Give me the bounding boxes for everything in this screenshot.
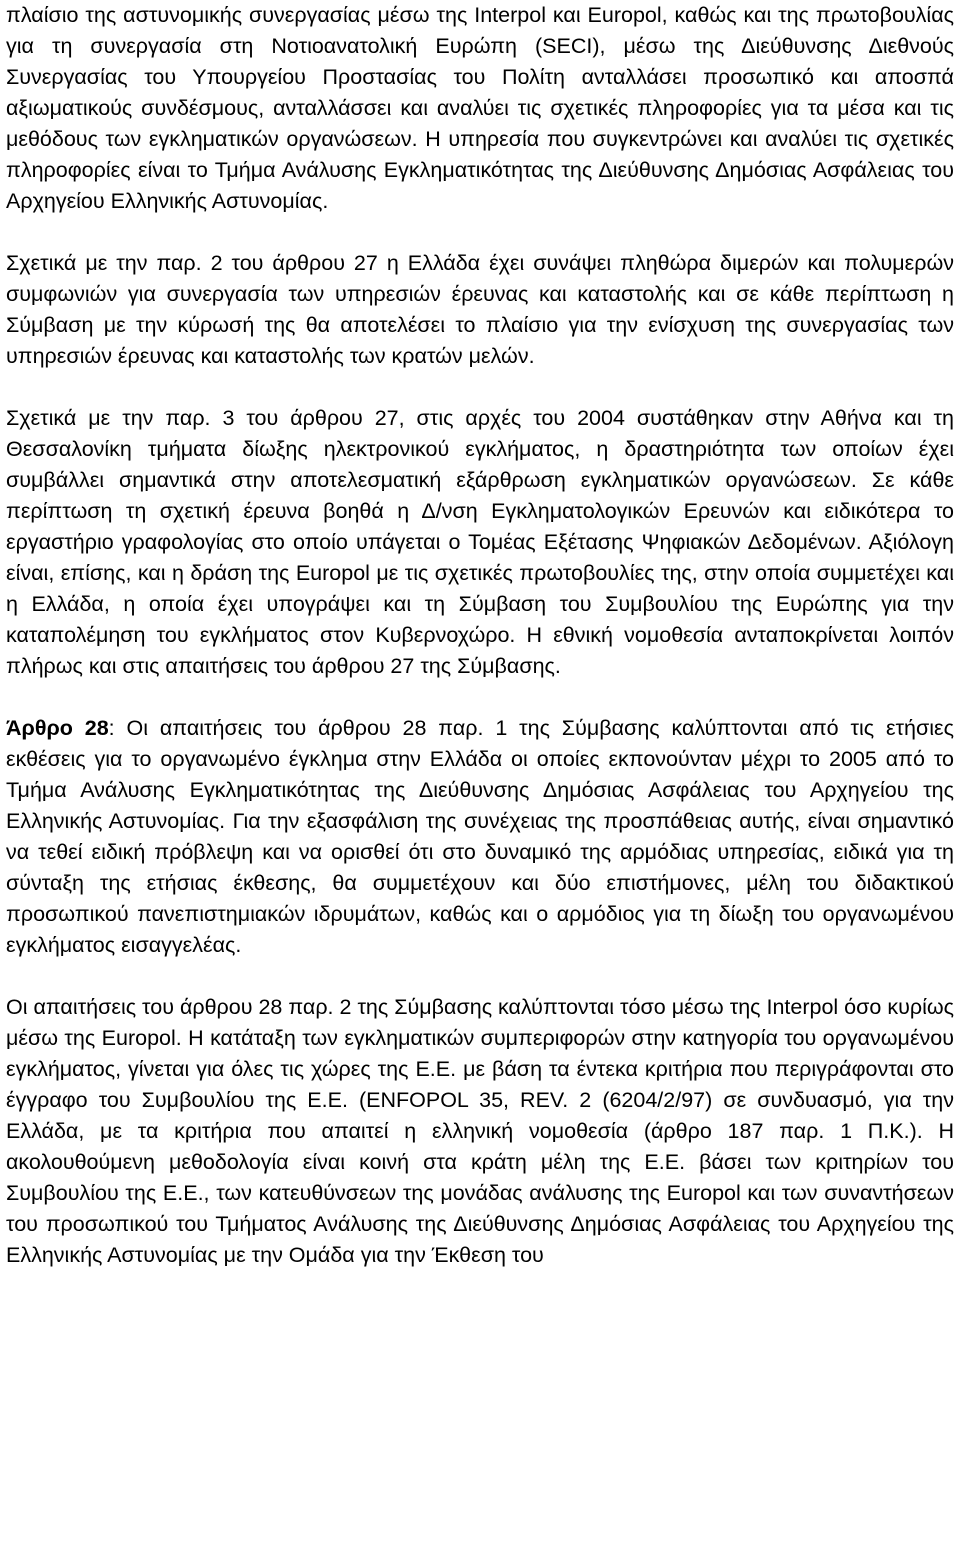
article-28-heading: Άρθρο 28 (6, 716, 109, 740)
article-28-body: : Οι απαιτήσεις του άρθρου 28 παρ. 1 της Σύμβασης καλύπτονται από τις ετήσιες εκθέσεις για το οργανωμένο έγκλημα στην Ελλάδα οι οποίες εκπονούνταν μέχρι το 2005 από το Τμήμα Ανάλυσης Εγκληματικότητας της Διεύθυνσης Δημόσιας Ασφάλειας του Αρχηγείου της Ελληνικής Αστυνομίας. Για την εξασφάλιση της συνέχειας της προσπάθειας αυτής, είναι σημαντικό να τεθεί ειδική πρόβλεψη και να ορισθεί ότι στο δυναμικό της αρμόδιας υπηρεσίας, ειδικά για τη σύνταξη της ετήσιας έκθεσης, θα συμμετέχουν και δύο επιστήμονες, μέλη του διδακτικού προσωπικού πανεπιστημιακών ιδρυμάτων, καθώς και ο αρμόδιος για τη δίωξη του οργανωμένου εγκλήματος εισαγγελέας. (6, 716, 954, 957)
paragraph-article-28-par-2: Οι απαιτήσεις του άρθρου 28 παρ. 2 της Σύμβασης καλύπτονται τόσο μέσω της Interpol όσο κυρίως μέσω της Europol. Η κατάταξη των εγκληματικών συμπεριφορών στην κατηγορία του οργανωμένου εγκλήματος, γίνεται για όλες τις χώρες της Ε.Ε. με βάση τα έντεκα κριτήρια που περιγράφονται στο έγγραφο του Συμβουλίου της Ε.Ε. (ENFOPOL 35, REV. 2 (6204/2/97) σε συνδυασμό, για την Ελλάδα, με τα κριτήρια που απαιτεί η ελληνική νομοθεσία (άρθρο 187 παρ. 1 Π.Κ.). Η ακολουθούμενη μεθοδολογία είναι κοινή στα κράτη μέλη της Ε.Ε. βάσει των κριτηρίων του Συμβουλίου της Ε.Ε., των κατευθύνσεων της μονάδας ανάλυσης της Europol και των συναντήσεων του προσωπικού του Τμήματος Ανάλυσης της Διεύθυνσης Δημόσιας Ασφάλειας του Αρχηγείου της Ελληνικής Αστυνομίας με την Ομάδα για την Έκθεση του (6, 995, 954, 1267)
paragraph-interpol-europol: πλαίσιο της αστυνομικής συνεργασίας μέσω της Interpol και Europol, καθώς και της πρωτοβουλίας για τη συνεργασία στη Νοτιοανατολική Ευρώπη (SECI), μέσω της Διεύθυνσης Διεθνούς Συνεργασίας του Υπουργείου Προστασίας του Πολίτη ανταλλάσει προσωπικό και αποσπά αξιωματικούς συνδέσμους, ανταλλάσσει και αναλύει τις σχετικές πληροφορίες για τα μέσα και τις μεθόδους των εγκληματικών οργανώσεων. Η υπηρεσία που συγκεντρώνει και αναλύει τις σχετικές πληροφορίες είναι το Τμήμα Ανάλυσης Εγκληματικότητας της Διεύθυνσης Δημόσιας Ασφάλειας του Αρχηγείου Ελληνικής Αστυνομίας. (6, 3, 954, 213)
paragraph-article-27-par-2: Σχετικά με την παρ. 2 του άρθρου 27 η Ελλάδα έχει συνάψει πληθώρα διμερών και πολυμερών συμφωνιών για συνεργασία των υπηρεσιών έρευνας και καταστολής και σε κάθε περίπτωση η Σύμβαση με την κύρωσή της θα αποτελέσει το πλαίσιο για την ενίσχυση της συνεργασίας των υπηρεσιών έρευνας και καταστολής των κρατών μελών. (6, 251, 954, 368)
paragraph-article-28-par-1 (6, 713, 954, 961)
paragraph-article-27-par-3: Σχετικά με την παρ. 3 του άρθρου 27, στις αρχές του 2004 συστάθηκαν στην Αθήνα και τη Θεσσαλονίκη τμήματα δίωξης ηλεκτρονικού εγκλήματος, η δραστηριότητα των οποίων έχει συμβάλλει σημαντικά στην αποτελεσματική εξάρθρωση εγκληματικών οργανώσεων. Σε κάθε περίπτωση τη σχετική έρευνα βοηθά η Δ/νση Εγκληματολογικών Ερευνών και ειδικότερα το εργαστήριο γραφολογίας στο οποίο υπάγεται ο Τομέας Εξέτασης Ψηφιακών Δεδομένων. Αξιόλογη είναι, επίσης, και η δράση της Europol με τις σχετικές πρωτοβουλίες της, στην οποία συμμετέχει και η Ελλάδα, η οποία έχει υπογράψει και τη Σύμβαση του Συμβουλίου της Ευρώπης για την καταπολέμηση του εγκλήματος στον Κυβερνοχώρο. Η εθνική νομοθεσία ανταποκρίνεται λοιπόν πλήρως και στις απαιτήσεις του άρθρου 27 της Σύμβασης. (6, 406, 954, 678)
document-page (6, 0, 954, 1271)
